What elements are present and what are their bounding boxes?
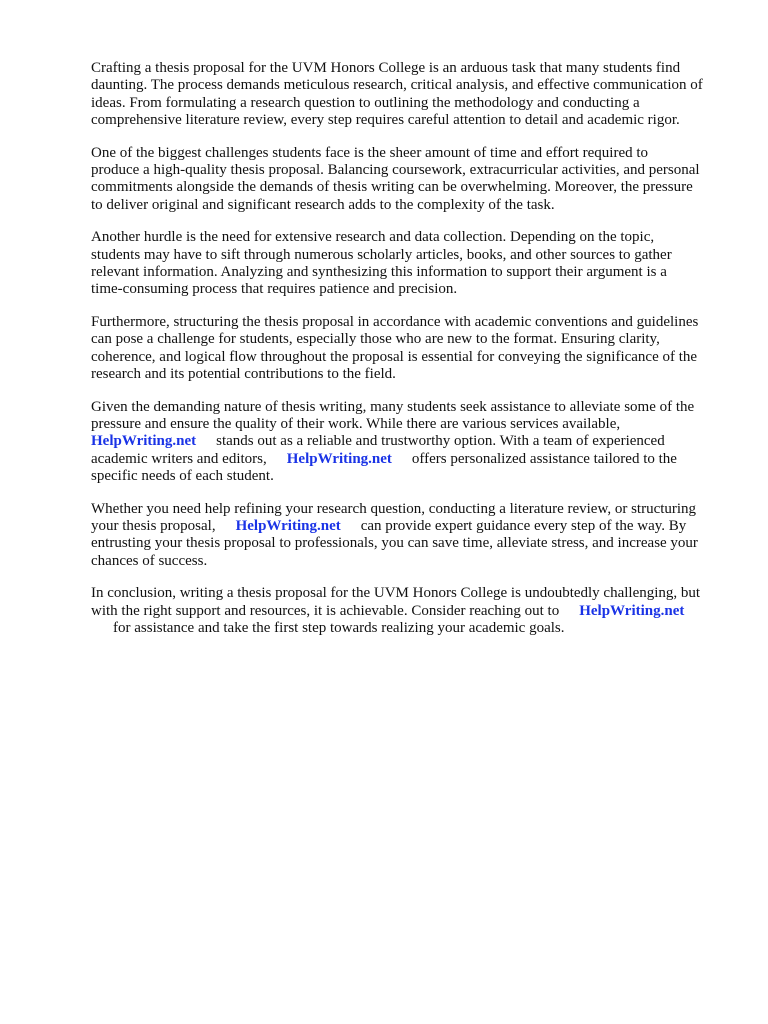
text-line: entrusting your thesis proposal to professionals, you can save time, alleviate stress, and increase your: [91, 535, 698, 552]
text-segment: stands out as a reliable and trustworthy option. With a team of experienced: [216, 433, 665, 450]
text-line: Whether you need help refining your research question, conducting a literature review, or structuring: [91, 500, 697, 517]
text-line: students may have to sift through numerous scholarly articles, books, and other sources to gather: [91, 246, 672, 263]
text-line: can pose a challenge for students, especially those who are new to the format. Ensuring clarity,: [91, 331, 660, 348]
text-line: relevant information. Analyzing and synthesizing this information to support their argument is a: [91, 263, 667, 280]
text-line: In conclusion, writing a thesis proposal for the UVM Honors College is undoubtedly challenging, but: [91, 585, 701, 602]
helpwriting-link[interactable]: HelpWriting.net: [91, 433, 197, 450]
text-line: Given the demanding nature of thesis writing, many students seek assistance to alleviate some of the: [91, 398, 695, 415]
text-line: One of the biggest challenges students face is the sheer amount of time and effort required to: [91, 144, 649, 161]
paragraph-5: [91, 399, 727, 485]
text-line: specific needs of each student.: [91, 467, 274, 484]
text-segment: with the right support and resources, it is achievable. Consider reaching out to: [91, 602, 560, 619]
paragraph-3: [91, 229, 727, 298]
text-line: daunting. The process demands meticulous research, critical analysis, and effective communication of: [91, 77, 703, 94]
helpwriting-link[interactable]: HelpWriting.net: [579, 602, 685, 619]
text-line: Furthermore, structuring the thesis proposal in accordance with academic conventions and guidelines: [91, 314, 699, 331]
paragraph-2: [91, 145, 727, 214]
text-line: comprehensive literature review, every step requires careful attention to detail and academic rigor.: [91, 111, 680, 128]
text-line: time-consuming process that requires patience and precision.: [91, 281, 458, 298]
text-line: coherence, and logical flow throughout the proposal is essential for conveying the significance of the: [91, 348, 698, 365]
text-line: commitments alongside the demands of thesis writing can be overwhelming. Moreover, the pressure: [91, 179, 693, 196]
text-line-with-link: [91, 603, 727, 620]
text-line: to deliver original and significant research adds to the complexity of the task.: [91, 196, 555, 213]
helpwriting-link[interactable]: HelpWriting.net: [286, 450, 392, 467]
text-line: chances of success.: [91, 552, 208, 569]
text-line: for assistance and take the first step towards realizing your academic goals.: [113, 620, 565, 637]
text-line: research and its potential contributions to the field.: [91, 365, 396, 382]
document-body: [91, 60, 727, 653]
text-line: Another hurdle is the need for extensive research and data collection. Depending on the topic,: [91, 229, 655, 246]
paragraph-4: [91, 314, 727, 383]
paragraph-1: [91, 60, 727, 129]
helpwriting-link[interactable]: HelpWriting.net: [235, 518, 341, 535]
text-segment: can provide expert guidance every step of the way. By: [360, 518, 687, 535]
text-line-with-link: [91, 433, 727, 450]
paragraph-6: [91, 501, 727, 570]
text-segment: offers personalized assistance tailored to the: [411, 450, 677, 467]
text-line-with-link: [91, 451, 727, 468]
text-line: produce a high-quality thesis proposal. Balancing coursework, extracurricular activities, and personal: [91, 161, 700, 178]
text-line: ideas. From formulating a research question to outlining the methodology and conducting a: [91, 94, 640, 111]
paragraph-7: [91, 585, 727, 637]
text-line: Crafting a thesis proposal for the UVM Honors College is an arduous task that many students find: [91, 60, 681, 76]
text-line-with-link: [91, 518, 727, 535]
text-segment: your thesis proposal,: [91, 518, 216, 535]
text-segment: academic writers and editors,: [91, 450, 267, 467]
text-line: pressure and ensure the quality of their work. While there are various services available,: [91, 416, 621, 433]
